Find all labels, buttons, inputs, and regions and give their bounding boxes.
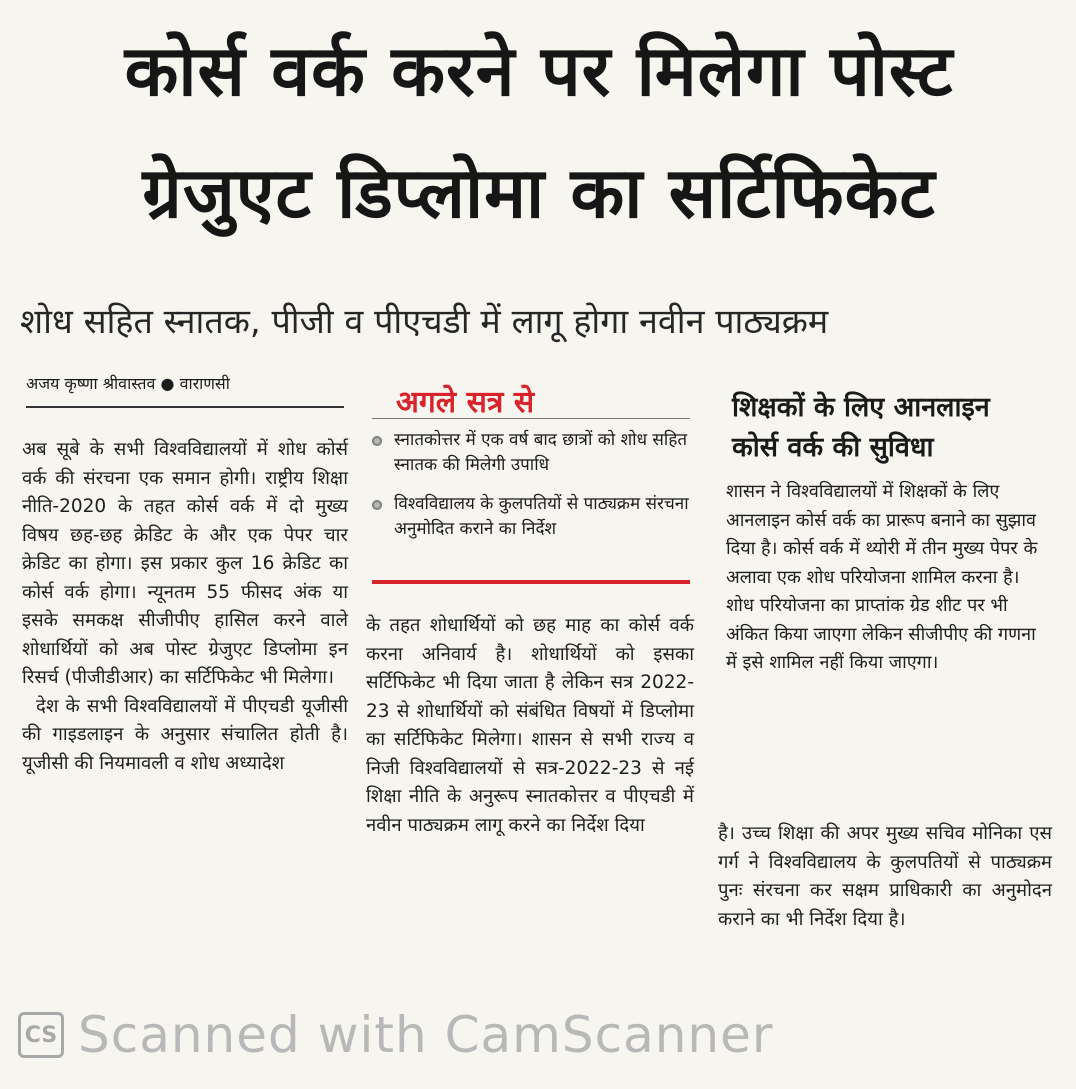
highlight-point-text: विश्वविद्यालय के कुलपतियों से पाठ्यक्रम संरचना अनुमोदित कराने का निर्देश [394,494,689,539]
article-column-3 [718,820,1052,934]
sidebar-text [726,478,1050,678]
highlight-box-title: अगले सत्र से [396,385,535,420]
highlight-box-divider [372,418,690,419]
byline-author: अजय कृष्णा श्रीवास्तव [26,374,156,393]
column2-text: के तहत शोधार्थियों को छह माह का कोर्स वर्क करना अनिवार्य है। शोधार्थियों को इसका सर्टिफिकेट भी दिया जाता है लेकिन सत्र 2022-23 से शोधार्थियों को संबंधित विषयों में डिप्लोमा का सर्टिफिकेट मिलेगा। शासन से सभी राज्य व निजी विश्वविद्यालयों से सत्र-2022-23 से नई शिक्षा नीति के अनुरूप स्नातकोत्तर व पीएचडी में नवीन पाठ्यक्रम लागू करने का निर्देश दिया [366,615,694,836]
byline-separator-icon: ● [160,374,180,393]
headline-line-1: कोर्स वर्क करने पर मिलेगा पोस्ट [124,30,954,112]
headline-line-2: ग्रेजुएट डिप्लोमा का सर्टिफिकेट [142,152,936,234]
camscanner-watermark [18,998,773,1072]
column1-paragraph-1: अब सूबे के सभी विश्वविद्यालयों में शोध कोर्स वर्क की संरचना एक समान होगी। राष्ट्रीय शिक्षा नीति-2020 के तहत कोर्स वर्क में दो मुख्य विषय छह-छह क्रेडिट के और एक पेपर चार क्रेडिट का होगा। इस प्रकार कुल 16 क्रेडिट का कोर्स वर्क होगा। न्यूनतम 55 फीसद अंक या इसके समकक्ष सीजीपीए हासिल करने वाले शोधार्थियों को अब पोस्ट ग्रेजुएट डिप्लोमा इन रिसर्च (पीजीडीआर) का सर्टिफिकेट भी मिलेगा। [22,439,348,688]
watermark-text: Scanned with CamScanner [78,1006,774,1064]
column3-text: है। उच्च शिक्षा की अपर मुख्य सचिव मोनिका एस गर्ग ने विश्वविद्यालय के कुलपतियों से पाठ्यक्रम पुनः संरचना कर सक्षम प्राधिकारी का अनुमोदन कराने का भी निर्देश दिया है। [718,823,1052,930]
highlight-point-text: स्नातकोत्तर में एक वर्ष बाद छात्रों को शोध सहित स्नातक की मिलेगी उपाधि [394,430,688,475]
highlight-point [370,492,690,542]
highlight-point [370,428,690,478]
byline [26,372,344,408]
sidebar-title: शिक्षकों के लिए आनलाइन कोर्स वर्क की सुविधा [732,392,990,463]
subheadline: शोध सहित स्नातक, पीजी व पीएचडी में लागू होगा नवीन पाठ्यक्रम [20,302,829,342]
article-column-1 [22,436,348,778]
bullet-icon [372,436,382,446]
column1-paragraph-2: देश के सभी विश्वविद्यालयों में पीएचडी यूजीसी की गाइडलाइन के अनुसार संचालित होती है। यूजीसी की नियमावली व शोध अध्यादेश [22,695,348,774]
camscanner-logo-icon: CS [18,1012,64,1058]
byline-place: वाराणसी [179,374,230,393]
article-column-2 [366,612,694,840]
highlight-box-red-rule [372,580,690,584]
sidebar-paragraph: शासन ने विश्वविद्यालयों में शिक्षकों के लिए आनलाइन कोर्स वर्क का प्रारूप बनाने का सुझाव दिया है। कोर्स वर्क में थ्योरी में तीन मुख्य पेपर के अलावा एक शोध परियोजना शामिल करना है। शोध परियोजना का प्राप्तांक ग्रेड शीट पर भी अंकित किया जाएगा लेकिन सीजीपीए की गणना में इसे शामिल नहीं किया जाएगा। [726,481,1038,673]
highlight-box-list [370,428,690,556]
bullet-icon [372,500,382,510]
